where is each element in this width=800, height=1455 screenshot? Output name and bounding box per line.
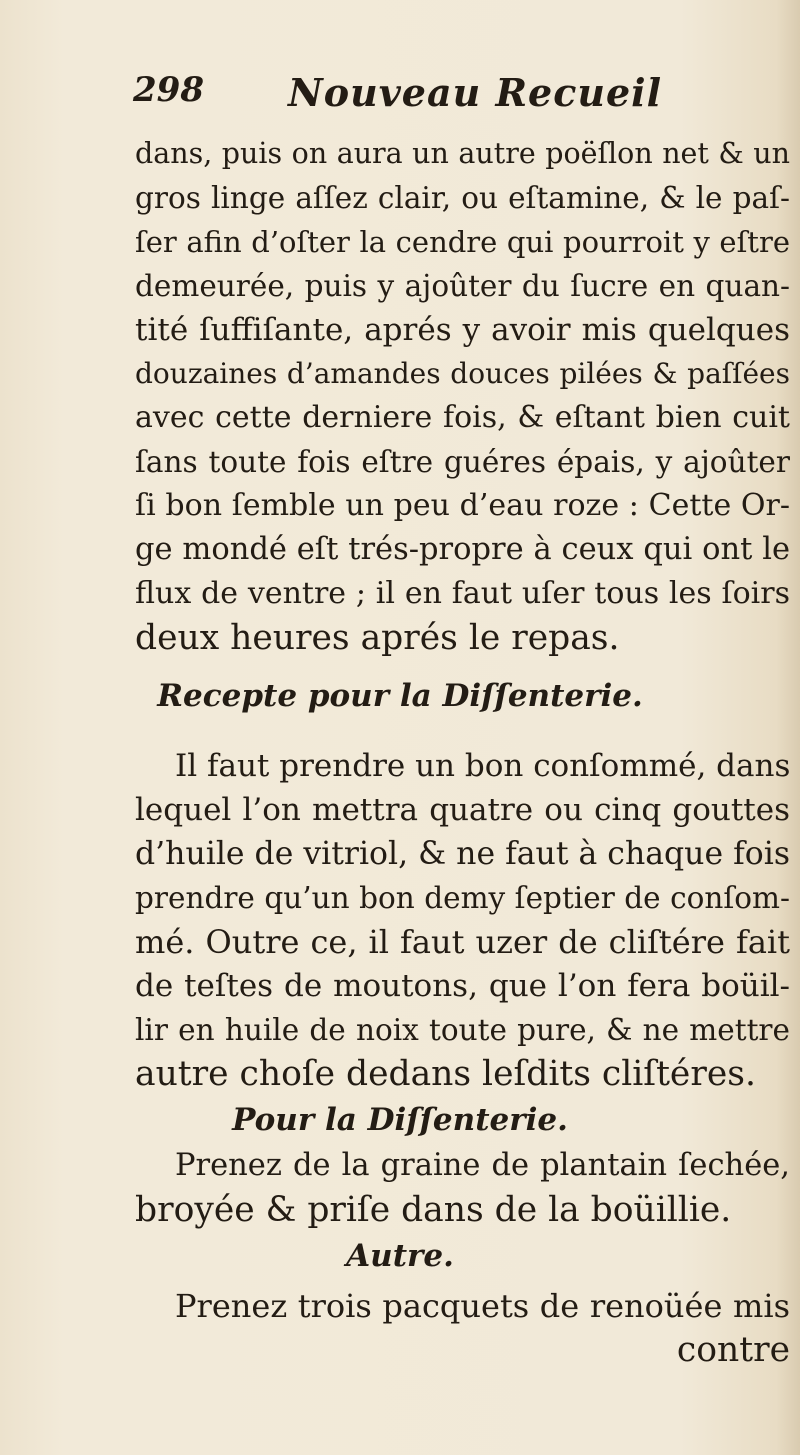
page-header <box>133 70 663 130</box>
text-line: broyée & priſe dans de la boüillie. <box>135 1190 732 1230</box>
section-heading: Autre. <box>346 1238 454 1274</box>
text-line: demeurée, puis y ajoûter du ſucre en quan- <box>135 269 790 303</box>
text-line: ge mondé eſt trés-propre à ceux qui ont le <box>135 532 790 567</box>
text-line: deux heures aprés le repas. <box>135 618 620 658</box>
text-line: Prenez de la graine de plantain ſechée, <box>175 1148 790 1183</box>
text-line: tité ſuffiſante, aprés y avoir mis quelques <box>135 312 790 348</box>
text-line: flux de ventre ; il en faut uſer tous les ſoirs <box>135 576 790 611</box>
catchword: contre <box>676 1330 790 1370</box>
text-line: avec cette derniere fois, & eſtant bien cuit <box>135 400 790 435</box>
page-number: 298 <box>133 70 204 110</box>
text-line: d’huile de vitriol, & ne faut à chaque fois <box>135 836 790 872</box>
text-line: lequel l’on mettra quatre ou cinq gouttes <box>135 792 790 828</box>
text-line: autre choſe dedans leſdits cliſtéres. <box>135 1054 756 1094</box>
text-line: gros linge aſſez clair, ou eſtamine, & le paſ- <box>135 181 790 215</box>
text-line: Il faut prendre un bon conſommé, dans <box>175 748 791 784</box>
section-heading: Recepte pour la Diſſenterie. <box>157 678 643 714</box>
text-line: lir en huile de noix toute pure, & ne mettre <box>135 1013 790 1047</box>
text-line: mé. Outre ce, il faut uzer de cliſtére fait <box>135 923 790 961</box>
running-title: Nouveau Recueil <box>288 70 663 115</box>
section-heading: Pour la Diſſenterie. <box>232 1102 568 1138</box>
text-line: ſi bon ſemble un peu d’eau roze : Cette Or- <box>135 488 790 523</box>
text-line: ſans toute fois eſtre guéres épais, y ajoûter <box>135 445 790 479</box>
text-line: de teſtes de moutons, que l’on fera boüil- <box>135 968 790 1004</box>
text-line: prendre qu’un bon demy ſeptier de conſom- <box>135 881 790 915</box>
text-line: Prenez trois pacquets de renoüée mis <box>175 1287 790 1325</box>
text-line: ſer afin d’oſter la cendre qui pourroit y eſtre <box>135 225 790 259</box>
text-line: dans, puis on aura un autre poëſlon net & un <box>135 137 790 170</box>
text-line: douzaines d’amandes douces pilées & paſſées <box>135 357 790 390</box>
